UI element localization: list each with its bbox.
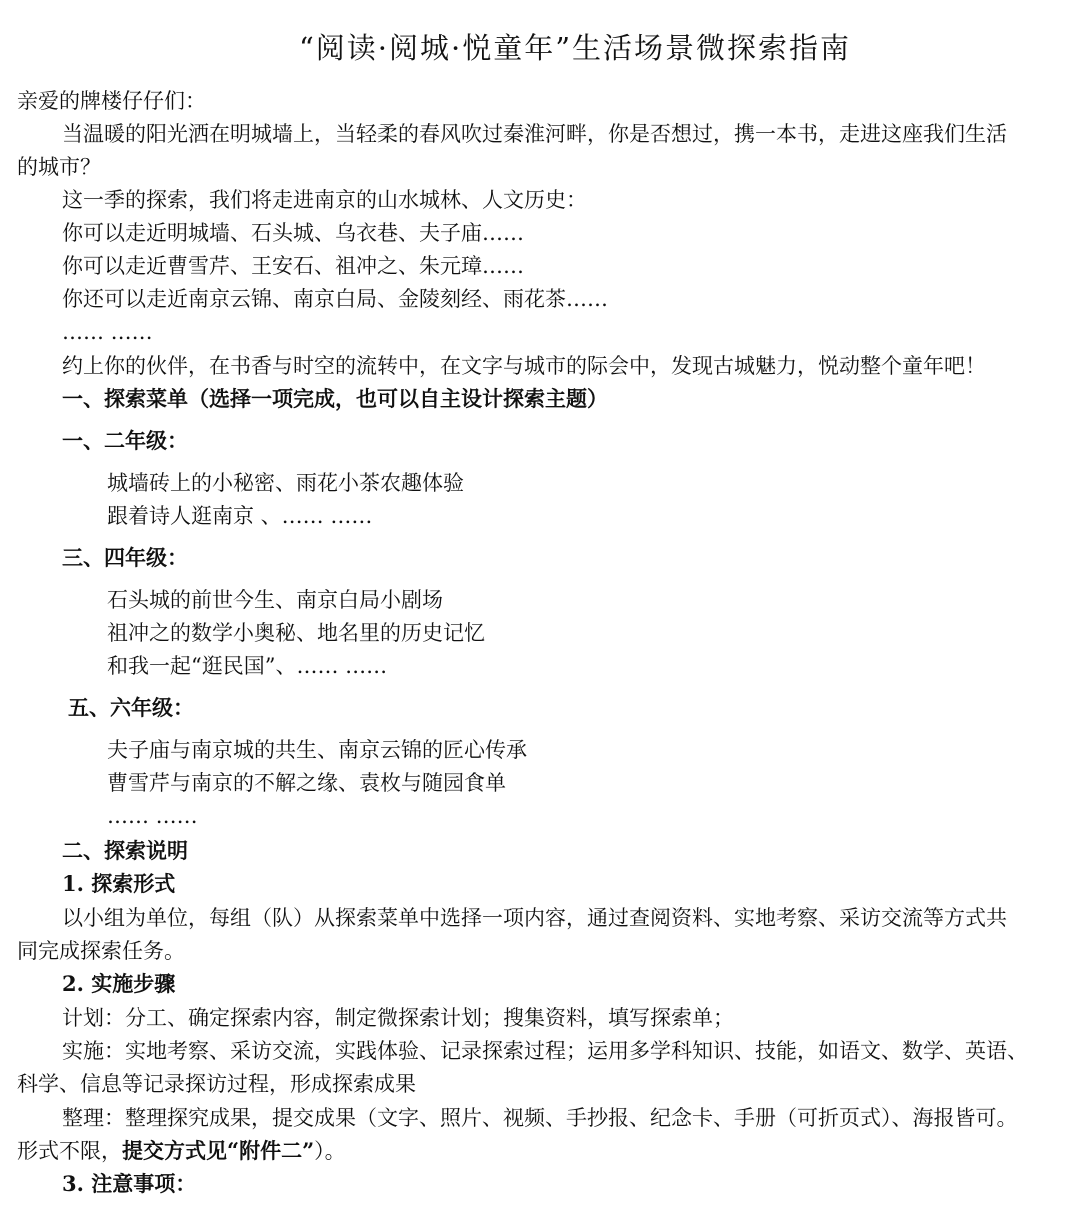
menu-item: 夫子庙与南京城的共生、南京云锦的匠心传承: [107, 738, 527, 762]
grade-label-1-2: 一、二年级：: [62, 428, 188, 453]
intro-ellipsis: …… ……: [62, 320, 153, 344]
body-text: ）。: [314, 1139, 346, 1163]
body-line: 以小组为单位，每组（队）从探索菜单中选择一项内容，通过查阅资料、实地考察、采访交流等方式共: [62, 906, 1007, 930]
intro-line: 你还可以走近南京云锦、南京白局、金陵刻经、雨花茶……: [62, 287, 608, 311]
body-line: 计划：分工、确定探索内容，制定微探索计划；搜集资料，填写探索单；: [62, 1006, 734, 1030]
submission-note: 提交方式见“附件二”: [122, 1138, 315, 1163]
intro-line: 你可以走近曹雪芹、王安石、祖冲之、朱元璋……: [62, 254, 524, 278]
body-text: 形式不限，: [17, 1139, 122, 1163]
subheading-steps: 2. 实施步骤: [62, 971, 176, 996]
section-heading-menu: 一、探索菜单（选择一项完成，也可以自主设计探索主题）: [62, 386, 608, 411]
intro-line: 约上你的伙伴，在书香与时空的流转中，在文字与城市的际会中，发现古城魅力，悦动整个童年吧！: [62, 354, 986, 378]
menu-ellipsis: …… ……: [107, 804, 198, 828]
section-heading-explain: 二、探索说明: [62, 838, 188, 863]
greeting: 亲爱的牌楼仔仔们：: [17, 89, 206, 113]
menu-item: 曹雪芹与南京的不解之缘、袁枚与随园食单: [107, 771, 506, 795]
intro-line: 这一季的探索，我们将走进南京的山水城林、人文历史：: [62, 188, 587, 212]
menu-item: 城墙砖上的小秘密、雨花小茶农趣体验: [107, 471, 464, 495]
grade-label-5-6: 五、六年级：: [68, 695, 194, 720]
intro-line: 当温暖的阳光洒在明城墙上，当轻柔的春风吹过秦淮河畔，你是否想过，携一本书，走进这座我们生活: [62, 122, 1007, 146]
body-line: 同完成探索任务。: [17, 939, 185, 963]
body-line: 科学、信息等记录探访过程，形成探索成果: [17, 1072, 416, 1096]
subheading-notes: 3. 注意事项：: [62, 1171, 197, 1196]
menu-item: 跟着诗人逛南京 、…… ……: [107, 504, 373, 528]
page-title: “阅读·阅城·悦童年”生活场景微探索指南: [298, 31, 852, 65]
intro-line: 你可以走近明城墙、石头城、乌衣巷、夫子庙……: [62, 221, 524, 245]
body-line: [17, 1136, 346, 1166]
menu-item: 和我一起“逛民国”、…… ……: [107, 654, 388, 678]
menu-item: 祖冲之的数学小奥秘、地名里的历史记忆: [107, 621, 485, 645]
menu-item: 石头城的前世今生、南京白局小剧场: [107, 588, 443, 612]
body-line: 实施：实地考察、采访交流，实践体验、记录探索过程；运用多学科知识、技能，如语文、数学、英语、: [62, 1039, 1028, 1063]
subheading-form: 1. 探索形式: [62, 871, 176, 896]
body-line: 整理：整理探究成果，提交成果（文字、照片、视频、手抄报、纪念卡、手册（可折页式）、海报皆可。: [62, 1106, 1018, 1130]
grade-label-3-4: 三、四年级：: [62, 545, 188, 570]
intro-line: 的城市？: [17, 155, 101, 179]
